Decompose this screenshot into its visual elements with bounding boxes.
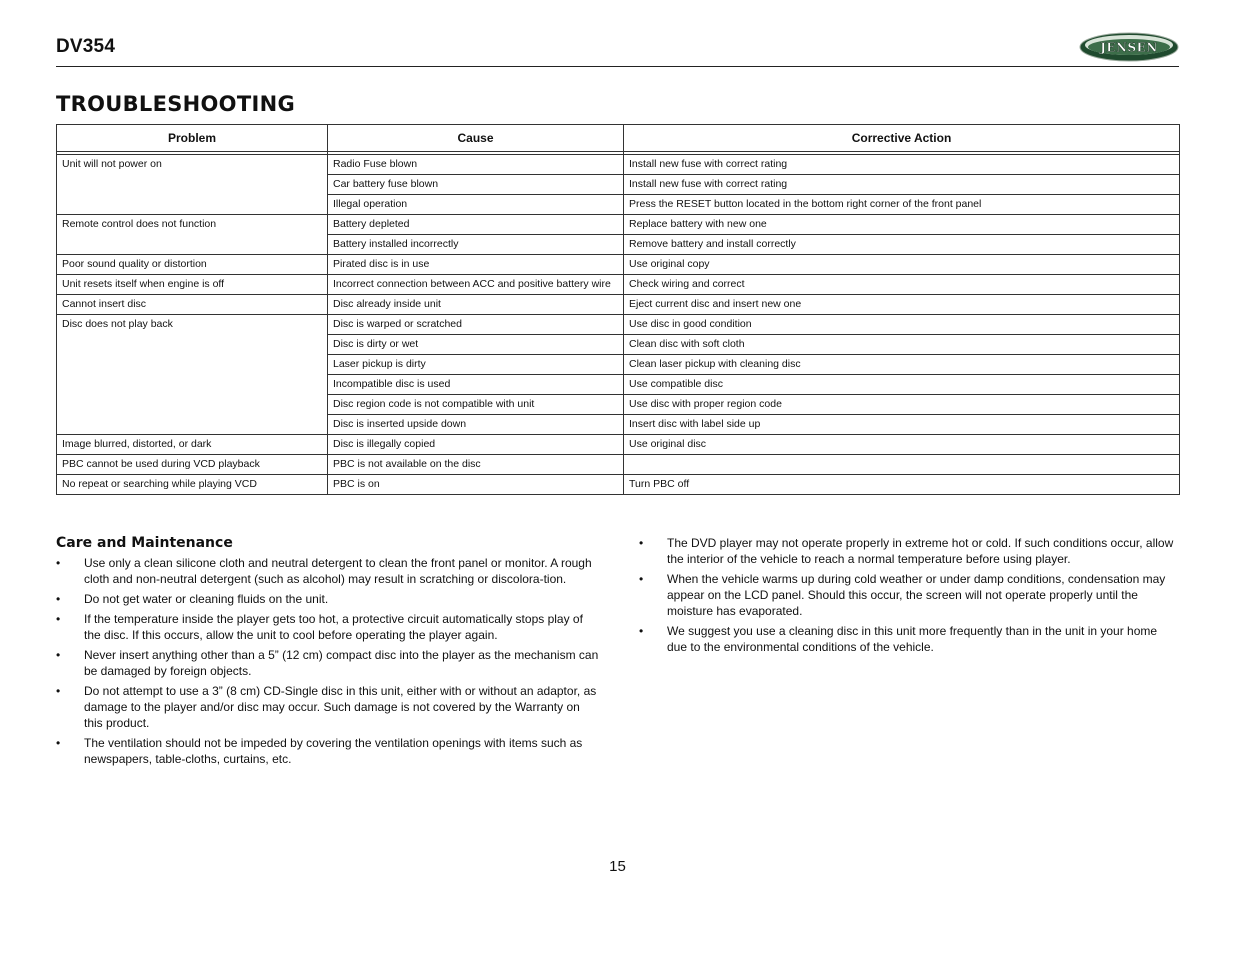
cause-cell: Pirated disc is in use (328, 255, 624, 275)
list-item-text: Never insert anything other than a 5” (12 cm) compact disc into the player as the mechanism can be damaged by foreign objects. (84, 648, 599, 678)
header-problem: Problem (57, 125, 328, 152)
problem-cell: Remote control does not function (57, 215, 328, 255)
problem-cell: Unit resets itself when engine is off (57, 275, 328, 295)
action-cell: Remove battery and install correctly (624, 235, 1180, 255)
problem-cell: No repeat or searching while playing VCD (57, 475, 328, 495)
action-cell: Use original copy (624, 255, 1180, 275)
action-cell: Use disc in good condition (624, 315, 1180, 335)
action-cell: Check wiring and correct (624, 275, 1180, 295)
list-item-text: If the temperature inside the player gets too hot, a protective circuit automatically stops play of the disc. If this occurs, allow the unit to cool before operating the player again. (84, 612, 583, 642)
cause-cell: PBC is on (328, 475, 624, 495)
action-cell: Clean laser pickup with cleaning disc (624, 355, 1180, 375)
list-item-text: Do not get water or cleaning fluids on the unit. (84, 592, 329, 606)
care-list-left (56, 555, 601, 771)
list-item (56, 555, 601, 587)
model-name: DV354 (56, 36, 116, 57)
table-row (57, 215, 1180, 235)
problem-cell: Image blurred, distorted, or dark (57, 435, 328, 455)
bullet-icon: • (56, 648, 61, 662)
action-cell: Clean disc with soft cloth (624, 335, 1180, 355)
care-list-right (639, 535, 1180, 659)
list-item (56, 611, 601, 643)
problem-cell: Disc does not play back (57, 315, 328, 435)
list-item (56, 683, 601, 731)
care-maintenance-title: Care and Maintenance (56, 535, 233, 551)
action-cell: Press the RESET button located in the bottom right corner of the front panel (624, 195, 1180, 215)
action-cell: Install new fuse with correct rating (624, 175, 1180, 195)
bullet-icon: • (56, 736, 61, 750)
list-item (56, 647, 601, 679)
logo-wordmark: JENSEN (1100, 40, 1158, 55)
list-item (56, 735, 601, 767)
action-cell: Use original disc (624, 435, 1180, 455)
cause-cell: Disc region code is not compatible with unit (328, 395, 624, 415)
action-cell: Install new fuse with correct rating (624, 155, 1180, 175)
cause-cell: Incompatible disc is used (328, 375, 624, 395)
table-header-row (57, 125, 1180, 152)
jensen-logo (1079, 32, 1179, 62)
cause-cell: Battery installed incorrectly (328, 235, 624, 255)
cause-cell: Battery depleted (328, 215, 624, 235)
cause-cell: Car battery fuse blown (328, 175, 624, 195)
list-item-text: When the vehicle warms up during cold weather or under damp conditions, condensation may appear on the LCD panel. Should this occur, the screen will not operate properly until the moisture has evaporated. (667, 572, 1166, 618)
bullet-icon: • (56, 556, 61, 570)
list-item (639, 535, 1180, 567)
list-item-text: Use only a clean silicone cloth and neutral detergent to clean the front panel or monitor. A rough cloth and non-neutral detergent (such as alcohol) may result in scratching or discolora-tion. (84, 556, 592, 586)
problem-cell: Cannot insert disc (57, 295, 328, 315)
action-cell: Eject current disc and insert new one (624, 295, 1180, 315)
header-cause: Cause (328, 125, 624, 152)
problem-cell: Poor sound quality or distortion (57, 255, 328, 275)
list-item (56, 591, 601, 607)
table-row (57, 155, 1180, 175)
action-cell: Use disc with proper region code (624, 395, 1180, 415)
cause-cell: PBC is not available on the disc (328, 455, 624, 475)
cause-cell: Disc is dirty or wet (328, 335, 624, 355)
bullet-icon: • (56, 592, 61, 606)
table-row (57, 295, 1180, 315)
list-item-text: The ventilation should not be impeded by covering the ventilation openings with items such as newspapers, table-cloths, curtains, etc. (84, 736, 583, 766)
action-cell: Replace battery with new one (624, 215, 1180, 235)
cause-cell: Disc is inserted upside down (328, 415, 624, 435)
list-item-text: Do not attempt to use a 3” (8 cm) CD-Single disc in this unit, either with or without an adaptor, as damage to the player and/or disc may occur. Such damage is not covered by the Warranty on this product. (84, 684, 597, 730)
table-row (57, 255, 1180, 275)
bullet-icon: • (639, 624, 644, 638)
table-row (57, 435, 1180, 455)
action-cell (624, 455, 1180, 475)
page-title: TROUBLESHOOTING (56, 92, 295, 116)
table-row (57, 315, 1180, 335)
cause-cell: Laser pickup is dirty (328, 355, 624, 375)
troubleshooting-table (56, 124, 1180, 495)
action-cell: Turn PBC off (624, 475, 1180, 495)
action-cell: Use compatible disc (624, 375, 1180, 395)
list-item (639, 571, 1180, 619)
cause-cell: Disc is warped or scratched (328, 315, 624, 335)
list-item (639, 623, 1180, 655)
cause-cell: Disc already inside unit (328, 295, 624, 315)
table-row (57, 475, 1180, 495)
table-row (57, 275, 1180, 295)
problem-cell: PBC cannot be used during VCD playback (57, 455, 328, 475)
bullet-icon: • (56, 612, 61, 626)
table-row (57, 455, 1180, 475)
cause-cell: Disc is illegally copied (328, 435, 624, 455)
page-number: 15 (609, 858, 626, 875)
cause-cell: Incorrect connection between ACC and positive battery wire (328, 275, 624, 295)
bullet-icon: • (639, 572, 644, 586)
action-cell: Insert disc with label side up (624, 415, 1180, 435)
cause-cell: Illegal operation (328, 195, 624, 215)
list-item-text: We suggest you use a cleaning disc in this unit more frequently than in the unit in your home due to the environmental conditions of the vehicle. (667, 624, 1158, 654)
problem-cell: Unit will not power on (57, 155, 328, 215)
page-header (56, 30, 1179, 67)
cause-cell: Radio Fuse blown (328, 155, 624, 175)
bullet-icon: • (639, 536, 644, 550)
list-item-text: The DVD player may not operate properly in extreme hot or cold. If such conditions occur, allow the interior of the vehicle to reach a normal temperature before using player. (667, 536, 1174, 566)
header-corrective-action: Corrective Action (624, 125, 1180, 152)
bullet-icon: • (56, 684, 61, 698)
